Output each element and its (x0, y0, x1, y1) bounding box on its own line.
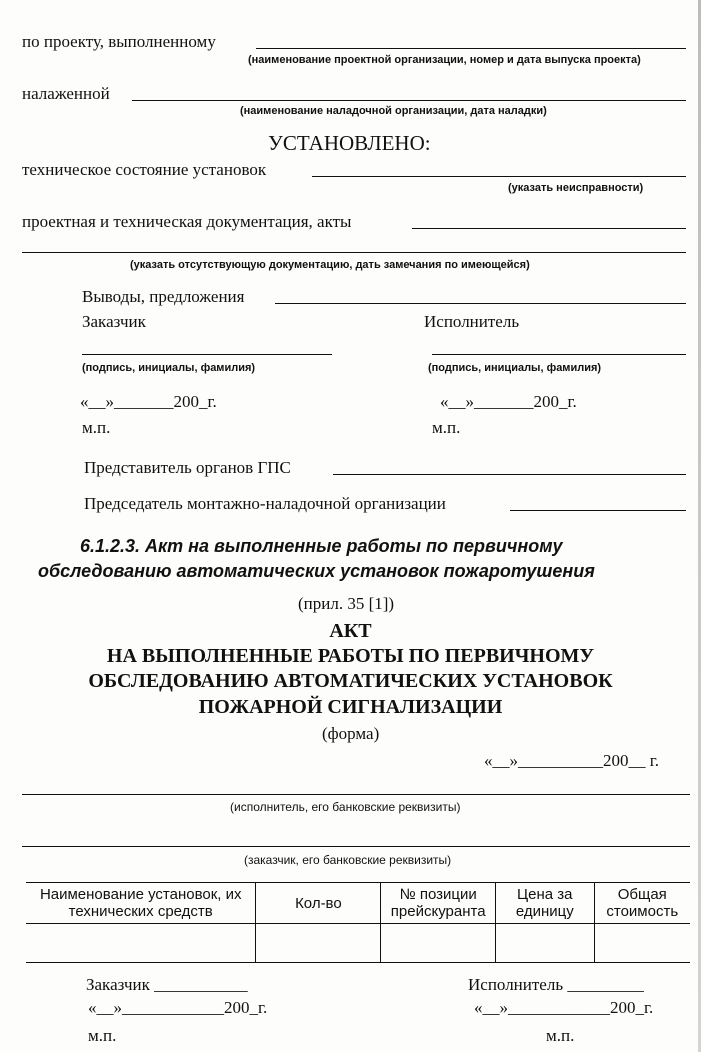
contractor-date: «__»_______200_г. (440, 392, 577, 411)
chairman-label: Председатель монтажно-наладочной организации (84, 494, 446, 513)
col-header-unit-price: Цена за единицу (496, 883, 594, 924)
docs-field[interactable] (412, 228, 686, 229)
gps-field[interactable] (333, 474, 686, 475)
table-header-row (26, 883, 690, 924)
act-title: АКТ (329, 620, 372, 642)
adjusted-note: (наименование наладочной организации, дата наладки) (240, 105, 547, 117)
bottom-customer-stamp: м.п. (88, 1026, 117, 1045)
docs-label: проектная и техническая документация, акты (22, 212, 352, 231)
project-note: (наименование проектной организации, номер и дата выпуска проекта) (248, 54, 641, 66)
contractor-stamp: м.п. (432, 418, 461, 437)
adjusted-label: налаженной (22, 84, 110, 103)
contractor-requisites-field[interactable] (22, 794, 690, 795)
table-cell[interactable] (256, 924, 381, 963)
bottom-customer: Заказчик ___________ (86, 975, 248, 994)
table-cell[interactable] (594, 924, 690, 963)
table-cell[interactable] (496, 924, 594, 963)
act-title-line4: ПОЖАРНОЙ СИГНАЛИЗАЦИИ (198, 696, 503, 718)
project-label: по проекту, выполненному (22, 32, 216, 51)
contractor-sign-field[interactable] (432, 354, 686, 355)
docs-field-2[interactable] (22, 252, 686, 253)
table-cell[interactable] (381, 924, 496, 963)
chairman-field[interactable] (510, 510, 686, 511)
table-cell[interactable] (26, 924, 256, 963)
tech-state-label: техническое состояние установок (22, 160, 267, 179)
contractor-sign-note: (подпись, инициалы, фамилия) (428, 362, 602, 374)
customer-stamp: м.п. (82, 418, 111, 437)
gps-label: Представитель органов ГПС (84, 458, 291, 477)
bottom-contractor: Исполнитель _________ (468, 975, 644, 994)
section-ref: (прил. 35 [1]) (298, 594, 395, 613)
established-heading: УСТАНОВЛЕНО: (268, 131, 431, 155)
bottom-contractor-date: «__»____________200_г. (474, 998, 654, 1017)
tech-state-note: (указать неисправности) (508, 182, 644, 194)
bottom-contractor-stamp: м.п. (546, 1026, 575, 1045)
act-date: «__»__________200__ г. (484, 751, 660, 770)
conclusions-label: Выводы, предложения (82, 287, 245, 306)
adjusted-field[interactable] (132, 100, 686, 101)
table-row (26, 924, 690, 963)
customer-requisites-note: (заказчик, его банковские реквизиты) (244, 853, 452, 867)
section-heading-line2: обследованию автоматических установок пожаротушения (38, 561, 595, 581)
project-field[interactable] (256, 48, 686, 49)
col-header-qty: Кол-во (256, 883, 381, 924)
contractor-label: Исполнитель (424, 312, 520, 331)
col-header-position: № позиции прейскуранта (381, 883, 496, 924)
works-table (26, 882, 690, 963)
col-header-name: Наименование установок, их технических средств (26, 883, 256, 924)
tech-state-field[interactable] (312, 176, 686, 177)
act-title-line2: НА ВЫПОЛНЕННЫЕ РАБОТЫ ПО ПЕРВИЧНОМУ (106, 645, 595, 667)
act-form-label: (форма) (322, 724, 380, 743)
customer-sign-field[interactable] (82, 354, 332, 355)
customer-requisites-field[interactable] (22, 846, 690, 847)
customer-label: Заказчик (82, 312, 146, 331)
act-title-line3: ОБСЛЕДОВАНИЮ АВТОМАТИЧЕСКИХ УСТАНОВОК (88, 670, 613, 692)
col-header-total: Общая стоимость (594, 883, 690, 924)
section-heading-line1: 6.1.2.3. Акт на выполненные работы по первичному (80, 536, 563, 556)
customer-date: «__»_______200_г. (80, 392, 217, 411)
docs-note: (указать отсутствующую документацию, дать замечания по имеющейся) (130, 259, 530, 271)
customer-sign-note: (подпись, инициалы, фамилия) (82, 362, 256, 374)
conclusions-field[interactable] (275, 303, 686, 304)
contractor-requisites-note: (исполнитель, его банковские реквизиты) (230, 800, 461, 814)
bottom-customer-date: «__»____________200_г. (88, 998, 268, 1017)
